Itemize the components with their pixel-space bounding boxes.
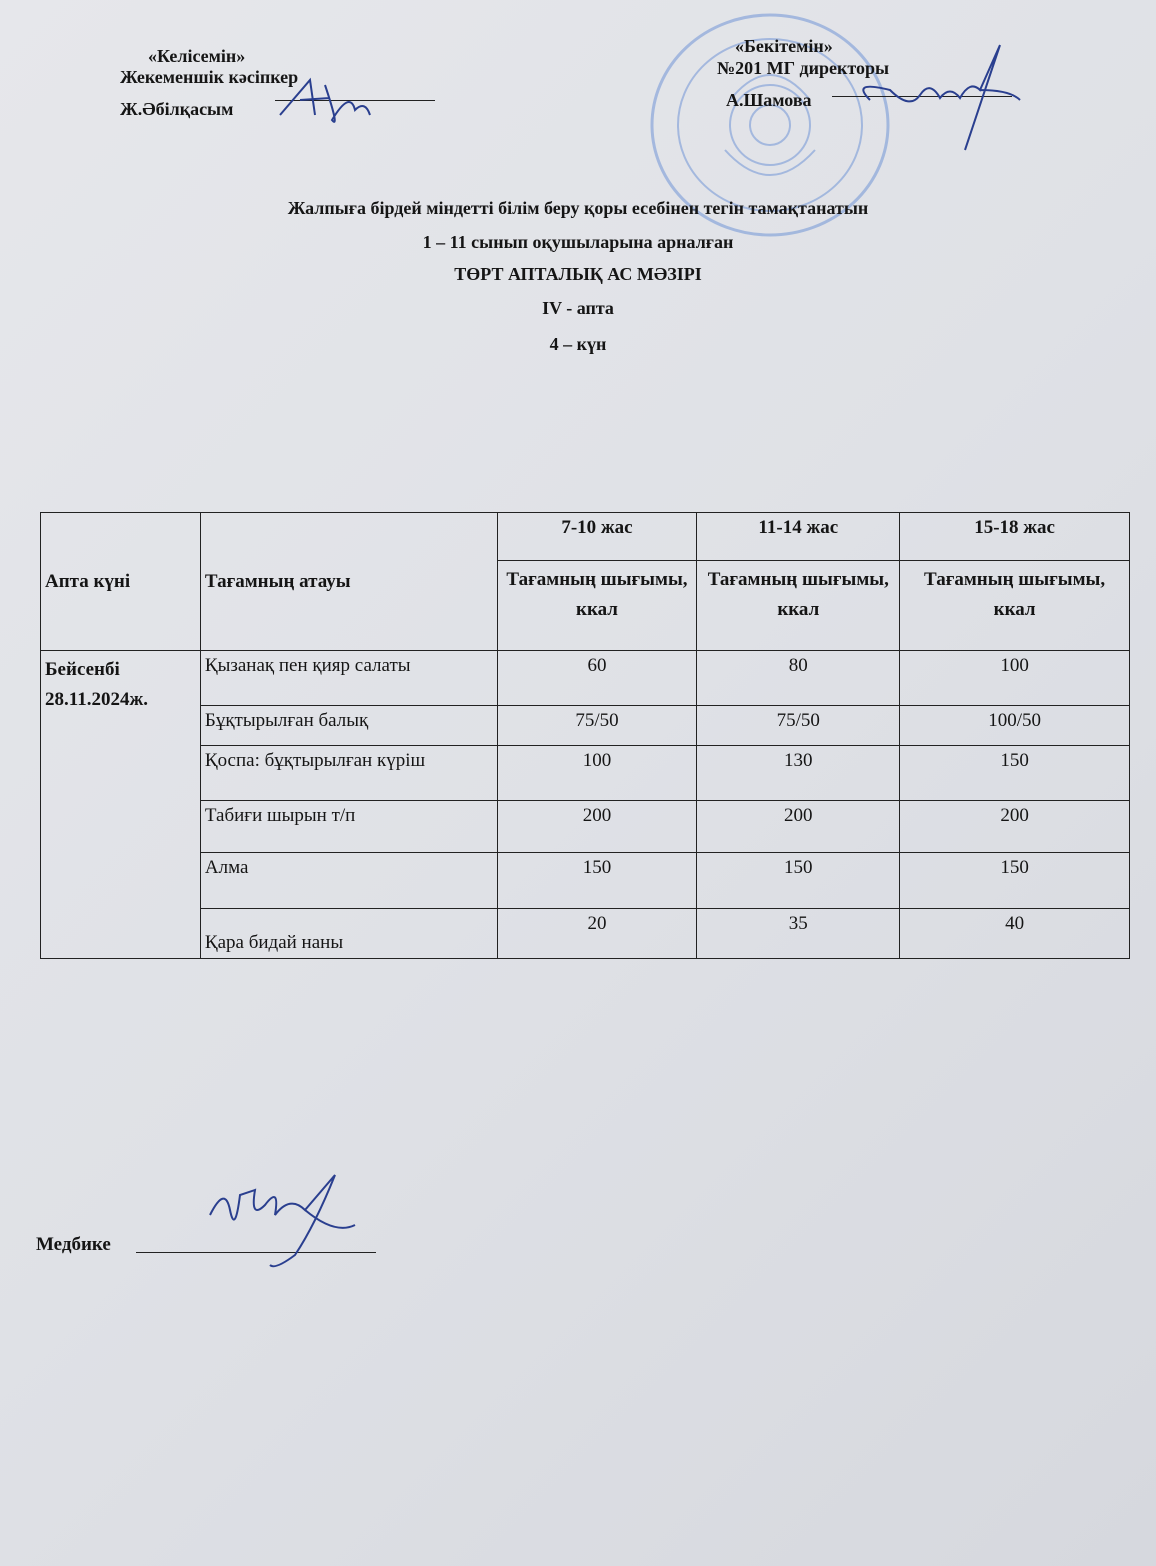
director-label: №201 МГ директоры xyxy=(717,58,890,78)
value-cell: 20 xyxy=(497,909,697,959)
value-cell: 100 xyxy=(900,651,1130,706)
signature-nurse xyxy=(195,1165,365,1275)
value-cell: 130 xyxy=(697,746,900,801)
table-row xyxy=(41,651,1130,706)
header-yield-1: Тағамның шығымы, ккал xyxy=(497,561,697,651)
day-cell xyxy=(41,651,201,959)
day-name: Бейсенбі xyxy=(45,659,120,680)
table-row xyxy=(41,706,1130,746)
value-cell: 80 xyxy=(697,651,900,706)
agreed-label: «Келісемін» xyxy=(148,46,246,66)
value-cell: 150 xyxy=(900,853,1130,909)
dish-name: Қара бидай наны xyxy=(200,909,497,959)
menu-table xyxy=(40,512,1130,959)
nurse-label: Медбике xyxy=(36,1234,111,1255)
dish-name: Қоспа: бұқтырылған күріш xyxy=(200,746,497,801)
title-line-3: ТӨРТ АПТАЛЫҚ АС МӘЗІРІ xyxy=(454,264,702,284)
signature-director xyxy=(850,40,1030,160)
value-cell: 200 xyxy=(900,801,1130,853)
value-cell: 100/50 xyxy=(900,706,1130,746)
header-yield-2: Тағамның шығымы, ккал xyxy=(697,561,900,651)
dish-name: Алма xyxy=(200,853,497,909)
value-cell: 200 xyxy=(497,801,697,853)
approved-label: «Бекітемін» xyxy=(735,36,833,56)
value-cell: 40 xyxy=(900,909,1130,959)
table-row xyxy=(41,853,1130,909)
signature-entrepreneur xyxy=(270,70,390,130)
dish-name: Табиғи шырын т/п xyxy=(200,801,497,853)
day-date: 28.11.2024ж. xyxy=(45,689,148,710)
table-row xyxy=(41,746,1130,801)
value-cell: 150 xyxy=(900,746,1130,801)
day-label: 4 – күн xyxy=(549,334,607,354)
dish-name: Қызанақ пен қияр салаты xyxy=(200,651,497,706)
entrepreneur-name: Ж.Әбілқасым xyxy=(120,99,234,119)
value-cell: 100 xyxy=(497,746,697,801)
title-line-1: Жалпыға бірдей міндетті білім беру қоры есебінен тегін тамақтанатын xyxy=(287,198,869,218)
table-row xyxy=(41,909,1130,959)
header-dish: Тағамның атауы xyxy=(200,513,497,651)
value-cell: 150 xyxy=(497,853,697,909)
week-label: IV - апта xyxy=(542,298,614,318)
dish-name: Бұқтырылған балық xyxy=(200,706,497,746)
value-cell: 75/50 xyxy=(497,706,697,746)
table-row xyxy=(41,801,1130,853)
value-cell: 150 xyxy=(697,853,900,909)
value-cell: 200 xyxy=(697,801,900,853)
entrepreneur-label: Жекеменшік кәсіпкер xyxy=(120,67,299,87)
header-age-2: 11-14 жас xyxy=(697,513,900,561)
header-day: Апта күні xyxy=(41,513,201,651)
value-cell: 75/50 xyxy=(697,706,900,746)
title-line-2: 1 – 11 сынып оқушыларына арналған xyxy=(422,232,734,252)
header-yield-3: Тағамның шығымы, ккал xyxy=(900,561,1130,651)
header-age-3: 15-18 жас xyxy=(900,513,1130,561)
value-cell: 60 xyxy=(497,651,697,706)
director-name: А.Шамова xyxy=(726,90,812,110)
value-cell: 35 xyxy=(697,909,900,959)
header-age-1: 7-10 жас xyxy=(497,513,697,561)
